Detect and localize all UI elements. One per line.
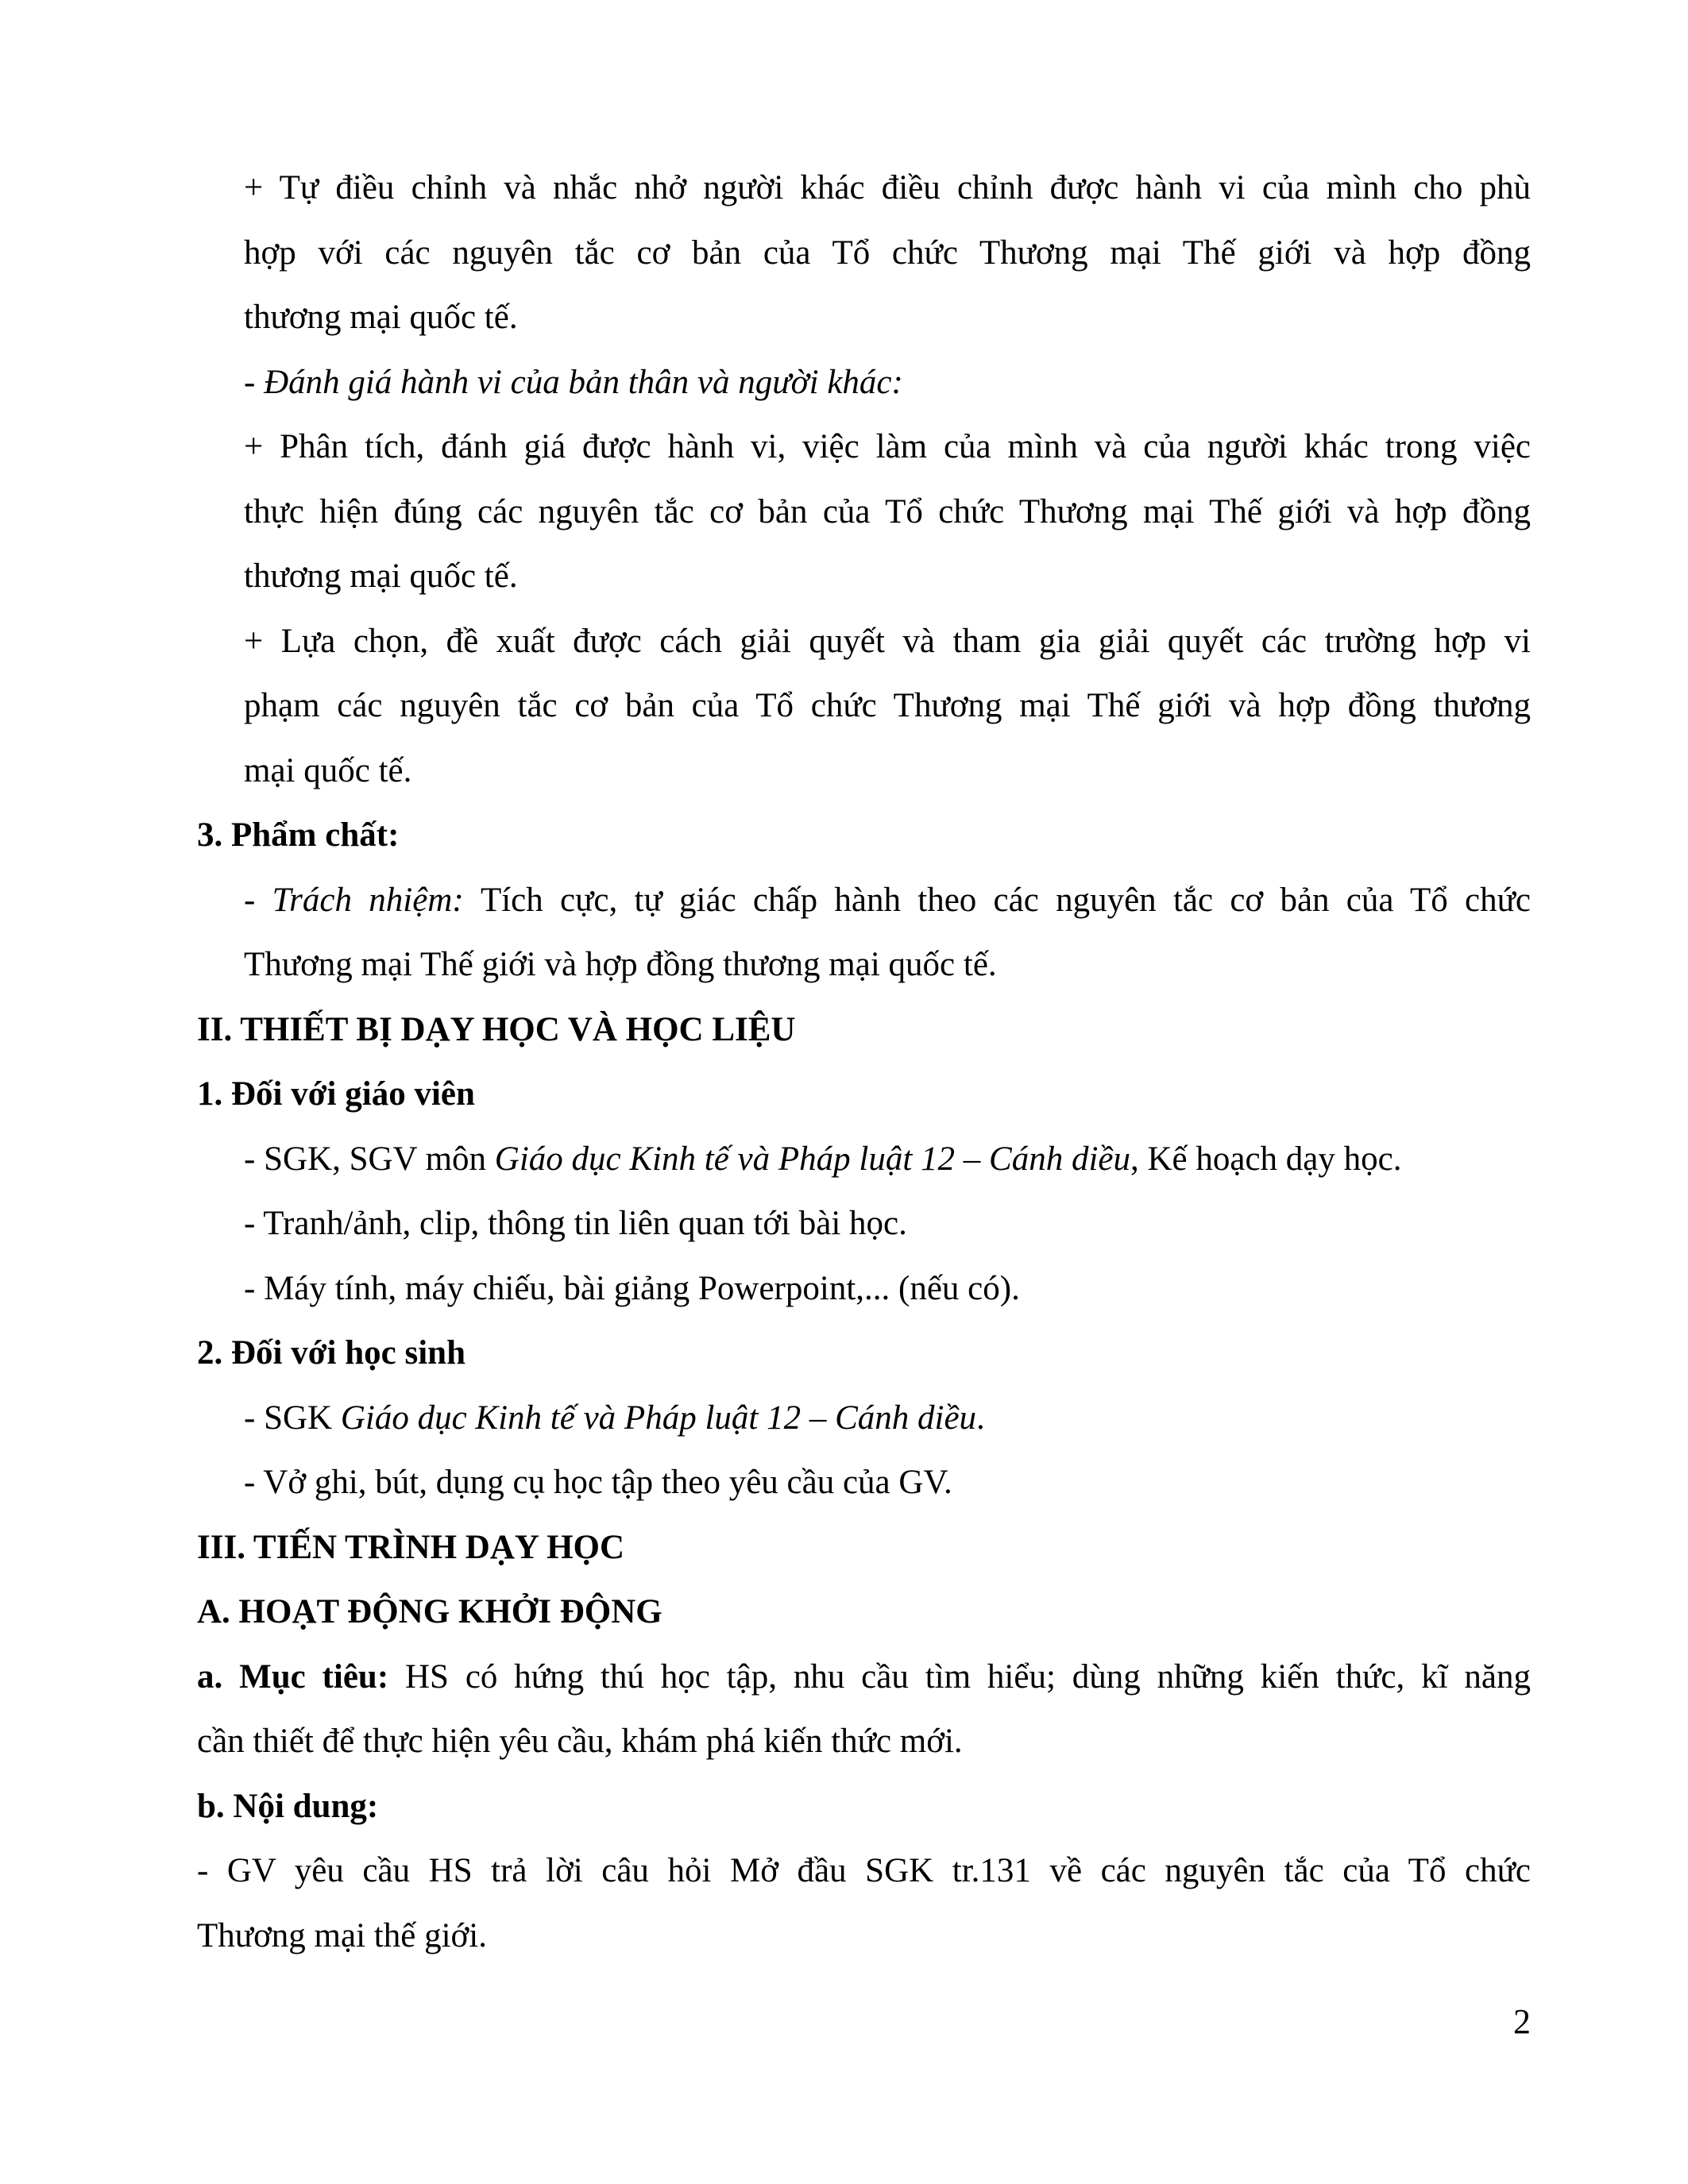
- paragraph-line: + Tự điều chỉnh và nhắc nhở người khác điều chỉnh được hành vi của mình cho phù: [244, 169, 1531, 206]
- paragraph-line: a. Mục tiêu: HS có hứng thú học tập, nhu cầu tìm hiểu; dùng những kiến thức, kĩ năng: [197, 1657, 1531, 1696]
- paragraph-line: Thương mại Thế giới và hợp đồng thương mại quốc tế.: [244, 946, 997, 983]
- paragraph-line: - Trách nhiệm: Tích cực, tự giác chấp hành theo các nguyên tắc cơ bản của Tổ chức: [244, 881, 1531, 919]
- section-heading-pham-chat: 3. Phẩm chất:: [197, 816, 400, 854]
- paragraph-line: + Lựa chọn, đề xuất được cách giải quyết và tham gia giải quyết các trường hợp vi: [244, 622, 1531, 660]
- paragraph-line: thương mại quốc tế.: [244, 558, 518, 595]
- paragraph-line: + Phân tích, đánh giá được hành vi, việc làm của mình và của người khác trong việc: [244, 428, 1531, 465]
- paragraph-line: - SGK Giáo dục Kinh tế và Pháp luật 12 – Cánh diều.: [244, 1399, 985, 1437]
- paragraph-line: - Tranh/ảnh, clip, thông tin liên quan tới bài học.: [244, 1205, 907, 1242]
- paragraph-line: cần thiết để thực hiện yêu cầu, khám phá kiến thức mới.: [197, 1723, 963, 1760]
- paragraph-line: thương mại quốc tế.: [244, 299, 518, 336]
- section-heading-tien-trinh: III. TIẾN TRÌNH DẠY HỌC: [197, 1528, 625, 1566]
- paragraph-line: phạm các nguyên tắc cơ bản của Tổ chức Thương mại Thế giới và hợp đồng thương: [244, 687, 1531, 724]
- paragraph-line: mại quốc tế.: [244, 751, 412, 789]
- paragraph-line: Thương mại thế giới.: [197, 1916, 487, 1954]
- paragraph-line: - SGK, SGV môn Giáo dục Kinh tế và Pháp luật 12 – Cánh diều, Kế hoạch dạy học.: [244, 1140, 1402, 1178]
- document-body: [0, 156, 1688, 1968]
- paragraph-line: - Máy tính, máy chiếu, bài giảng Powerpoint,... (nếu có).: [244, 1269, 1020, 1307]
- paragraph-line: hợp với các nguyên tắc cơ bản của Tổ chức Thương mại Thế giới và hợp đồng: [244, 233, 1531, 272]
- paragraph-line: - GV yêu cầu HS trả lời câu hỏi Mở đầu SGK tr.131 về các nguyên tắc của Tổ chức: [197, 1852, 1531, 1889]
- paragraph-line-italic-heading: - Đánh giá hành vi của bản thân và người khác:: [244, 363, 903, 401]
- paragraph-line: - Vở ghi, bút, dụng cụ học tập theo yêu cầu của GV.: [244, 1464, 952, 1501]
- paragraph-line: thực hiện đúng các nguyên tắc cơ bản của Tổ chức Thương mại Thế giới và hợp đồng: [244, 492, 1531, 531]
- subsection-heading-giao-vien: 1. Đối với giáo viên: [197, 1075, 475, 1113]
- page-number: 2: [1513, 2002, 1531, 2041]
- subsection-heading-noi-dung: b. Nội dung:: [197, 1787, 379, 1825]
- activity-heading-khoi-dong: A. HOẠT ĐỘNG KHỞI ĐỘNG: [197, 1593, 662, 1630]
- subsection-heading-hoc-sinh: 2. Đối với học sinh: [197, 1334, 466, 1372]
- section-heading-thiet-bi: II. THIẾT BỊ DẠY HỌC VÀ HỌC LIỆU: [197, 1010, 796, 1048]
